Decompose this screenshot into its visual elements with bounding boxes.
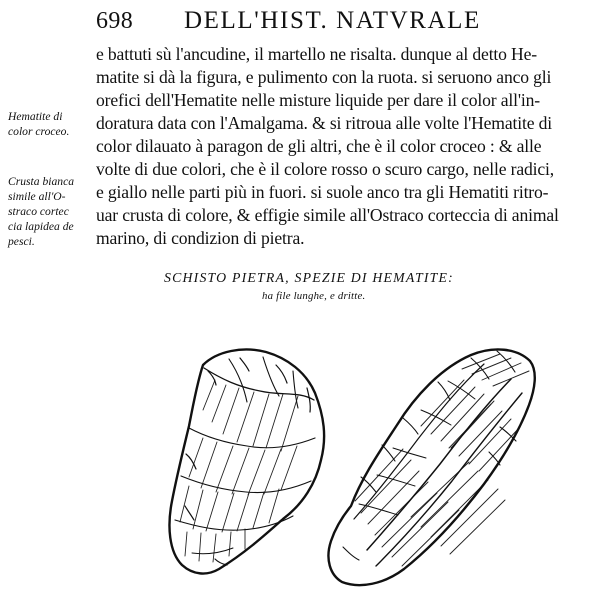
margin-note-hematite-croceo	[8, 109, 94, 139]
body-line: e battuti sù l'ancudine, il martello ne risalta. dunque al detto He-	[96, 44, 537, 64]
margin-note-line: cia lapidea de	[8, 220, 74, 233]
body-text	[96, 43, 584, 250]
stone-engraving-svg	[145, 330, 540, 592]
body-line: uar crusta di colore, & effigie simile all'Ostraco corteccia di animal	[96, 205, 559, 225]
body-line: matite si dà la figura, e pulimento con la ruota. si seruono anco gli	[96, 67, 552, 87]
margin-note-line: simile all'O-	[8, 190, 66, 203]
running-title: DELL'HIST. NATVRALE	[184, 7, 481, 34]
margin-note-line: Hematite di	[8, 110, 63, 123]
margin-note-line: Crusta bianca	[8, 175, 75, 188]
figure-subtitle: ha file lunghe, e dritte.	[262, 290, 366, 302]
margin-note-line: color croceo.	[8, 125, 70, 138]
margin-note-crusta-bianca	[8, 174, 94, 249]
stone-illustration	[145, 330, 540, 592]
body-line: e giallo nelle parti più in fuori. si suole anco tra gli Hematiti ritro-	[96, 182, 549, 202]
margin-note-line: pesci.	[8, 235, 35, 248]
body-line: marino, di condizion di pietra.	[96, 228, 305, 248]
page-number: 698	[96, 8, 134, 34]
margin-note-line: straco cortec	[8, 205, 69, 218]
body-line: doratura data con l'Amalgama. & si ritroua alle volte l'Hematite di	[96, 113, 553, 133]
figure-title: SCHISTO PIETRA, SPEZIE DI HEMATITE:	[164, 270, 454, 285]
body-line: orefici dell'Hematite nelle misture liquide per dare il color all'in-	[96, 90, 540, 110]
body-line: volte di due colori, che è il colore rosso o scuro cargo, nelle radici,	[96, 159, 555, 179]
body-line: color dilauato à paragon de gli altri, che è il color croceo : & alle	[96, 136, 542, 156]
